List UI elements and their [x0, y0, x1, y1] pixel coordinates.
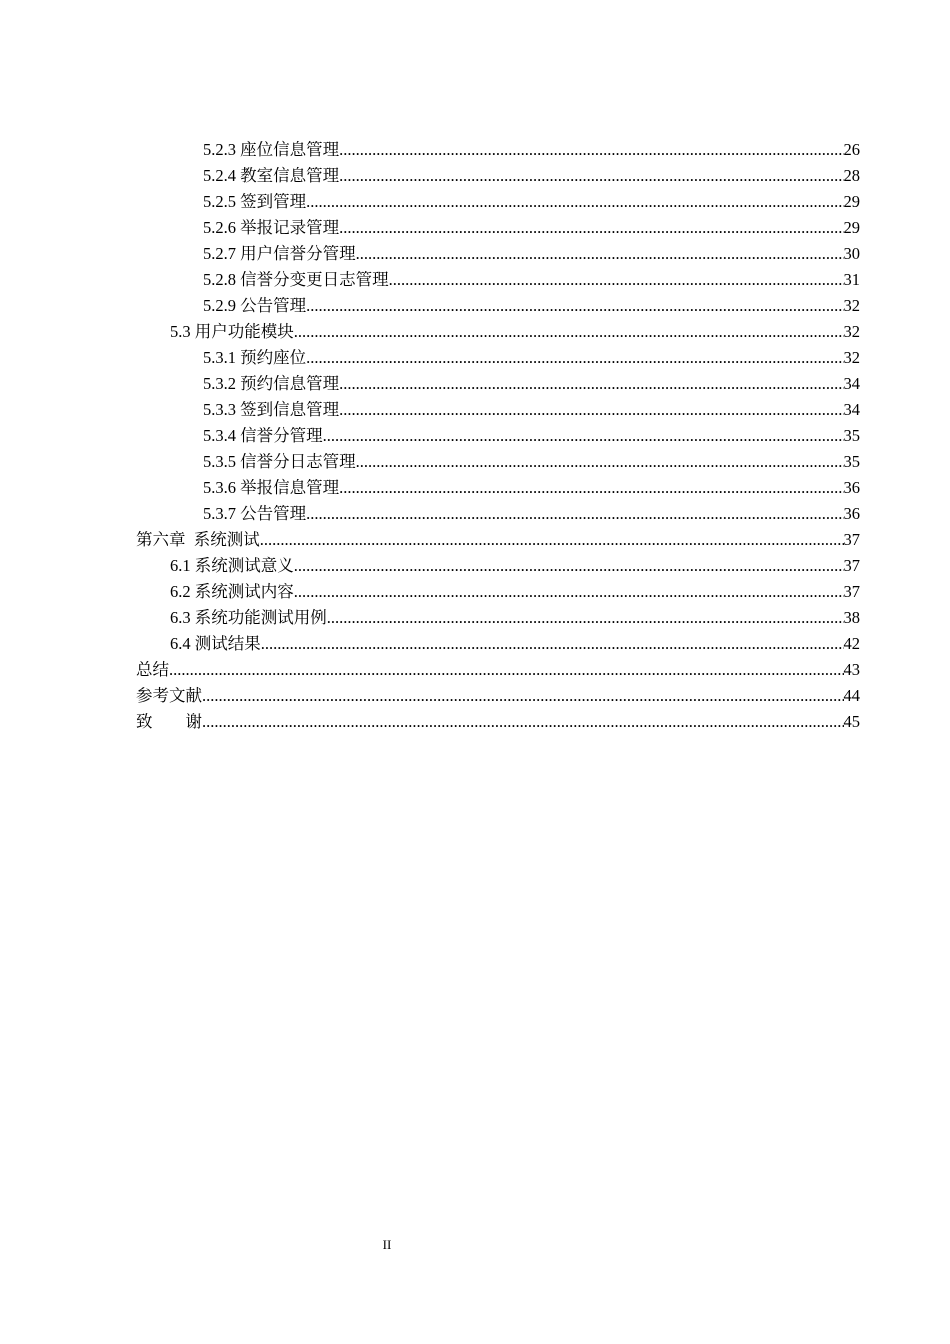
toc-entry[interactable] [136, 371, 860, 397]
toc-entry-page: 35 [843, 452, 860, 471]
table-of-contents [136, 137, 860, 735]
toc-leader [260, 527, 844, 553]
toc-leader [306, 293, 843, 319]
toc-entry[interactable] [136, 683, 860, 709]
toc-leader [339, 475, 843, 501]
toc-entry[interactable] [136, 163, 860, 189]
toc-leader [202, 683, 844, 709]
toc-entry-page: 32 [843, 322, 860, 341]
toc-entry[interactable] [136, 631, 860, 657]
toc-leader [339, 163, 843, 189]
toc-leader [356, 241, 844, 267]
toc-entry-page: 44 [843, 686, 860, 705]
toc-entry-page: 36 [843, 504, 860, 523]
toc-entry-page: 37 [843, 556, 860, 575]
toc-leader [261, 631, 844, 657]
toc-entry-page: 31 [843, 270, 860, 289]
toc-entry-title: 总结 [136, 660, 169, 679]
toc-entry[interactable] [136, 397, 860, 423]
toc-entry-title: 5.3.7 公告管理 [203, 504, 307, 523]
toc-entry-title: 6.3 系统功能测试用例 [170, 608, 327, 627]
toc-entry-page: 43 [843, 660, 860, 679]
page-number: II [382, 1237, 392, 1252]
toc-entry[interactable] [136, 293, 860, 319]
toc-leader [339, 371, 843, 397]
toc-entry-page: 35 [843, 426, 860, 445]
toc-entry[interactable] [136, 579, 860, 605]
toc-entry-title: 5.2.9 公告管理 [203, 296, 307, 315]
toc-entry-title: 6.1 系统测试意义 [170, 556, 294, 575]
toc-entry-title: 5.3.1 预约座位 [203, 348, 307, 367]
toc-entry-title: 5.3.4 信誉分管理 [203, 426, 323, 445]
toc-entry-title: 5.2.6 举报记录管理 [203, 218, 340, 237]
toc-entry-page: 28 [843, 166, 860, 185]
toc-entry-page: 37 [843, 530, 860, 549]
toc-entry[interactable] [136, 605, 860, 631]
toc-entry-page: 34 [843, 374, 860, 393]
toc-entry[interactable] [136, 423, 860, 449]
toc-leader [294, 579, 844, 605]
toc-entry-title: 参考文献 [136, 686, 202, 705]
toc-entry[interactable] [136, 449, 860, 475]
toc-entry-title: 5.3.6 举报信息管理 [203, 478, 340, 497]
toc-leader [169, 657, 844, 683]
toc-entry-title: 5.2.8 信誉分变更日志管理 [203, 270, 389, 289]
toc-entry-page: 37 [843, 582, 860, 601]
toc-entry-page: 32 [843, 348, 860, 367]
toc-entry-page: 26 [843, 140, 860, 159]
toc-entry-title: 5.2.3 座位信息管理 [203, 140, 340, 159]
toc-leader [389, 267, 844, 293]
toc-entry-page: 42 [843, 634, 860, 653]
toc-entry-title: 5.3 用户功能模块 [170, 322, 294, 341]
toc-leader [294, 553, 844, 579]
toc-leader [202, 709, 844, 735]
toc-leader [339, 137, 843, 163]
toc-entry-page: 36 [843, 478, 860, 497]
toc-entry-page: 30 [843, 244, 860, 263]
toc-entry-title: 5.2.5 签到管理 [203, 192, 307, 211]
toc-entry-title: 致 谢 [136, 712, 202, 731]
toc-entry[interactable] [136, 137, 860, 163]
toc-entry[interactable] [136, 657, 860, 683]
toc-entry[interactable] [136, 345, 860, 371]
toc-entry-title: 6.4 测试结果 [170, 634, 261, 653]
toc-leader [306, 345, 843, 371]
toc-entry[interactable] [136, 709, 860, 735]
toc-leader [294, 319, 844, 345]
toc-entry[interactable] [136, 267, 860, 293]
toc-entry-title: 5.3.3 签到信息管理 [203, 400, 340, 419]
toc-leader [306, 501, 843, 527]
toc-entry-title: 5.3.2 预约信息管理 [203, 374, 340, 393]
toc-leader [306, 189, 843, 215]
toc-entry-title: 6.2 系统测试内容 [170, 582, 294, 601]
toc-entry-page: 29 [843, 192, 860, 211]
toc-entry[interactable] [136, 553, 860, 579]
toc-leader [356, 449, 844, 475]
toc-entry-page: 45 [843, 712, 860, 731]
toc-entry-title: 5.2.4 教室信息管理 [203, 166, 340, 185]
toc-entry-page: 32 [843, 296, 860, 315]
toc-leader [339, 215, 843, 241]
toc-entry[interactable] [136, 241, 860, 267]
toc-leader [323, 423, 844, 449]
toc-entry[interactable] [136, 189, 860, 215]
toc-entry-title: 5.3.5 信誉分日志管理 [203, 452, 356, 471]
toc-entry[interactable] [136, 319, 860, 345]
toc-entry[interactable] [136, 475, 860, 501]
toc-entry[interactable] [136, 501, 860, 527]
toc-leader [327, 605, 844, 631]
toc-entry-title: 第六章 系统测试 [136, 530, 260, 549]
toc-entry[interactable] [136, 215, 860, 241]
toc-entry-page: 34 [843, 400, 860, 419]
toc-entry-title: 5.2.7 用户信誉分管理 [203, 244, 356, 263]
toc-entry[interactable] [136, 527, 860, 553]
toc-entry-page: 38 [843, 608, 860, 627]
toc-leader [339, 397, 843, 423]
toc-entry-page: 29 [843, 218, 860, 237]
